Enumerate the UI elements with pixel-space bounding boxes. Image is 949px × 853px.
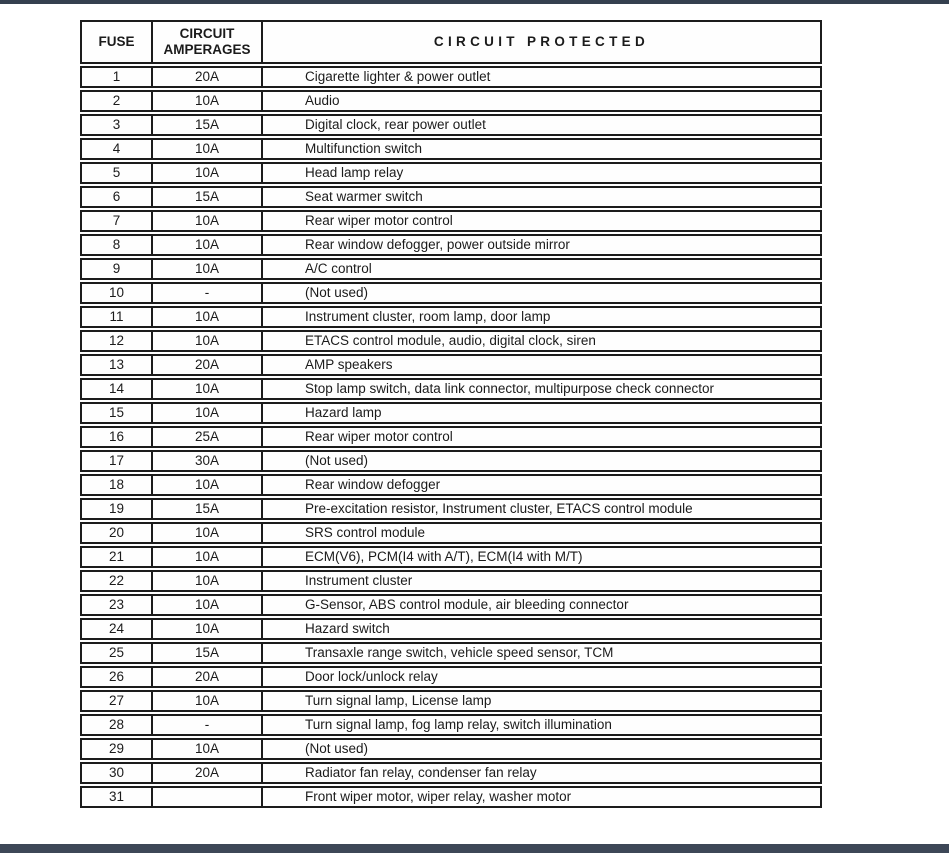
- circuit-protected-cell: Audio: [305, 93, 340, 109]
- fuse-number-cell: 18: [82, 476, 153, 494]
- circuit-protected-cell: Instrument cluster: [305, 573, 413, 589]
- fuse-number-cell: 4: [82, 140, 153, 158]
- table-row: [80, 210, 822, 232]
- amperage-cell: 10A: [153, 212, 263, 230]
- fuse-number-cell: 23: [82, 596, 153, 614]
- table-row: [80, 66, 822, 88]
- table-row: [80, 762, 822, 784]
- amperage-cell: 15A: [153, 500, 263, 518]
- circuit-protected-cell: Multifunction switch: [305, 141, 423, 157]
- circuit-protected-cell: ETACS control module, audio, digital clock, siren: [305, 333, 596, 349]
- amperage-cell: 10A: [153, 164, 263, 182]
- circuit-protected-cell: SRS control module: [305, 525, 426, 541]
- table-row: [80, 570, 822, 592]
- amperage-cell: 20A: [153, 764, 263, 782]
- table-row: [80, 666, 822, 688]
- circuit-protected-cell: (Not used): [305, 741, 369, 757]
- amperage-cell: 10A: [153, 308, 263, 326]
- circuit-protected-cell: (Not used): [305, 285, 369, 301]
- fuse-number-cell: 7: [82, 212, 153, 230]
- amperage-cell: 25A: [153, 428, 263, 446]
- amperage-cell: 10A: [153, 404, 263, 422]
- table-row: [80, 786, 822, 808]
- circuit-protected-cell: Hazard switch: [305, 621, 390, 637]
- top-page-edge-bar: [0, 0, 949, 4]
- table-row: [80, 618, 822, 640]
- amperage-cell: 20A: [153, 68, 263, 86]
- circuit-protected-cell: Door lock/unlock relay: [305, 669, 438, 685]
- table-row: [80, 738, 822, 760]
- fuse-number-cell: 10: [82, 284, 153, 302]
- circuit-protected-cell: AMP speakers: [305, 357, 393, 373]
- table-header-row: [80, 20, 822, 64]
- fuse-number-cell: 12: [82, 332, 153, 350]
- amperage-cell: [153, 788, 263, 806]
- amperage-cell: 10A: [153, 260, 263, 278]
- table-row: [80, 546, 822, 568]
- amperage-cell: 10A: [153, 740, 263, 758]
- fuse-number-cell: 30: [82, 764, 153, 782]
- circuit-protected-cell: Stop lamp switch, data link connector, multipurpose check connector: [305, 381, 714, 397]
- table-row: [80, 714, 822, 736]
- amperage-cell: 10A: [153, 548, 263, 566]
- amperage-cell: 10A: [153, 332, 263, 350]
- fuse-number-cell: 28: [82, 716, 153, 734]
- table-row: [80, 186, 822, 208]
- amperage-cell: -: [153, 284, 263, 302]
- fuse-number-cell: 26: [82, 668, 153, 686]
- table-row: [80, 594, 822, 616]
- table-row: [80, 474, 822, 496]
- fuse-number-cell: 22: [82, 572, 153, 590]
- fuse-number-cell: 31: [82, 788, 153, 806]
- circuit-protected-cell: Cigarette lighter & power outlet: [305, 69, 491, 85]
- amperage-cell: 10A: [153, 476, 263, 494]
- table-row: [80, 282, 822, 304]
- table-row: [80, 498, 822, 520]
- table-row: [80, 138, 822, 160]
- table-row: [80, 258, 822, 280]
- fuse-number-cell: 14: [82, 380, 153, 398]
- amperage-cell: 10A: [153, 524, 263, 542]
- fuse-number-cell: 6: [82, 188, 153, 206]
- circuit-protected-cell: Rear wiper motor control: [305, 429, 453, 445]
- fuse-number-cell: 24: [82, 620, 153, 638]
- table-row: [80, 90, 822, 112]
- amperage-cell: 15A: [153, 116, 263, 134]
- circuit-protected-cell: Digital clock, rear power outlet: [305, 117, 486, 133]
- table-row: [80, 642, 822, 664]
- circuit-protected-cell: Head lamp relay: [305, 165, 404, 181]
- table-body: [80, 66, 822, 808]
- circuit-protected-cell: ECM(V6), PCM(I4 with A/T), ECM(I4 with M/T): [305, 549, 583, 565]
- circuit-protected-cell: G-Sensor, ABS control module, air bleeding connector: [305, 597, 629, 613]
- table-row: [80, 426, 822, 448]
- circuit-protected-cell: Rear wiper motor control: [305, 213, 453, 229]
- amperage-cell: 10A: [153, 140, 263, 158]
- bottom-page-edge-bar: [0, 844, 949, 853]
- fuse-number-cell: 25: [82, 644, 153, 662]
- fuse-number-cell: 11: [82, 308, 153, 326]
- table-row: [80, 234, 822, 256]
- fuse-number-cell: 29: [82, 740, 153, 758]
- amperage-cell: 10A: [153, 692, 263, 710]
- amperage-cell: 10A: [153, 620, 263, 638]
- circuit-protected-cell: Rear window defogger, power outside mirror: [305, 237, 570, 253]
- table-row: [80, 690, 822, 712]
- amperage-cell: 15A: [153, 644, 263, 662]
- table-row: [80, 522, 822, 544]
- amperage-cell: 10A: [153, 380, 263, 398]
- fuse-number-cell: 8: [82, 236, 153, 254]
- circuit-protected-cell: Front wiper motor, wiper relay, washer motor: [305, 789, 572, 805]
- amperage-cell: 30A: [153, 452, 263, 470]
- amperage-cell: 10A: [153, 236, 263, 254]
- table-row: [80, 306, 822, 328]
- circuit-protected-cell: Radiator fan relay, condenser fan relay: [305, 765, 537, 781]
- circuit-protected-cell: Turn signal lamp, License lamp: [305, 693, 492, 709]
- circuit-protected-cell: Hazard lamp: [305, 405, 382, 421]
- header-circuit-protected: CIRCUIT PROTECTED: [433, 34, 650, 50]
- fuse-number-cell: 21: [82, 548, 153, 566]
- fuse-number-cell: 1: [82, 68, 153, 86]
- circuit-protected-cell: Seat warmer switch: [305, 189, 423, 205]
- table-row: [80, 402, 822, 424]
- fuse-number-cell: 19: [82, 500, 153, 518]
- header-fuse: FUSE: [82, 22, 153, 62]
- circuit-protected-cell: Transaxle range switch, vehicle speed sensor, TCM: [305, 645, 614, 661]
- fuse-number-cell: 3: [82, 116, 153, 134]
- table-row: [80, 450, 822, 472]
- fuse-number-cell: 9: [82, 260, 153, 278]
- fuse-box-table: [80, 20, 822, 810]
- table-row: [80, 354, 822, 376]
- table-row: [80, 162, 822, 184]
- amperage-cell: 20A: [153, 356, 263, 374]
- fuse-number-cell: 16: [82, 428, 153, 446]
- table-row: [80, 114, 822, 136]
- amperage-cell: -: [153, 716, 263, 734]
- fuse-number-cell: 17: [82, 452, 153, 470]
- header-circuit-amperages: CIRCUIT AMPERAGES: [153, 22, 263, 62]
- circuit-protected-cell: Turn signal lamp, fog lamp relay, switch illumination: [305, 717, 612, 733]
- circuit-protected-cell: Pre-excitation resistor, Instrument cluster, ETACS control module: [305, 501, 693, 517]
- circuit-protected-cell: Rear window defogger: [305, 477, 441, 493]
- fuse-number-cell: 27: [82, 692, 153, 710]
- fuse-number-cell: 15: [82, 404, 153, 422]
- fuse-number-cell: 13: [82, 356, 153, 374]
- circuit-protected-cell: (Not used): [305, 453, 369, 469]
- table-row: [80, 330, 822, 352]
- circuit-protected-cell: Instrument cluster, room lamp, door lamp: [305, 309, 551, 325]
- amperage-cell: 20A: [153, 668, 263, 686]
- fuse-number-cell: 20: [82, 524, 153, 542]
- fuse-number-cell: 5: [82, 164, 153, 182]
- table-row: [80, 378, 822, 400]
- amperage-cell: 10A: [153, 596, 263, 614]
- amperage-cell: 10A: [153, 572, 263, 590]
- amperage-cell: 10A: [153, 92, 263, 110]
- amperage-cell: 15A: [153, 188, 263, 206]
- fuse-number-cell: 2: [82, 92, 153, 110]
- circuit-protected-cell: A/C control: [305, 261, 372, 277]
